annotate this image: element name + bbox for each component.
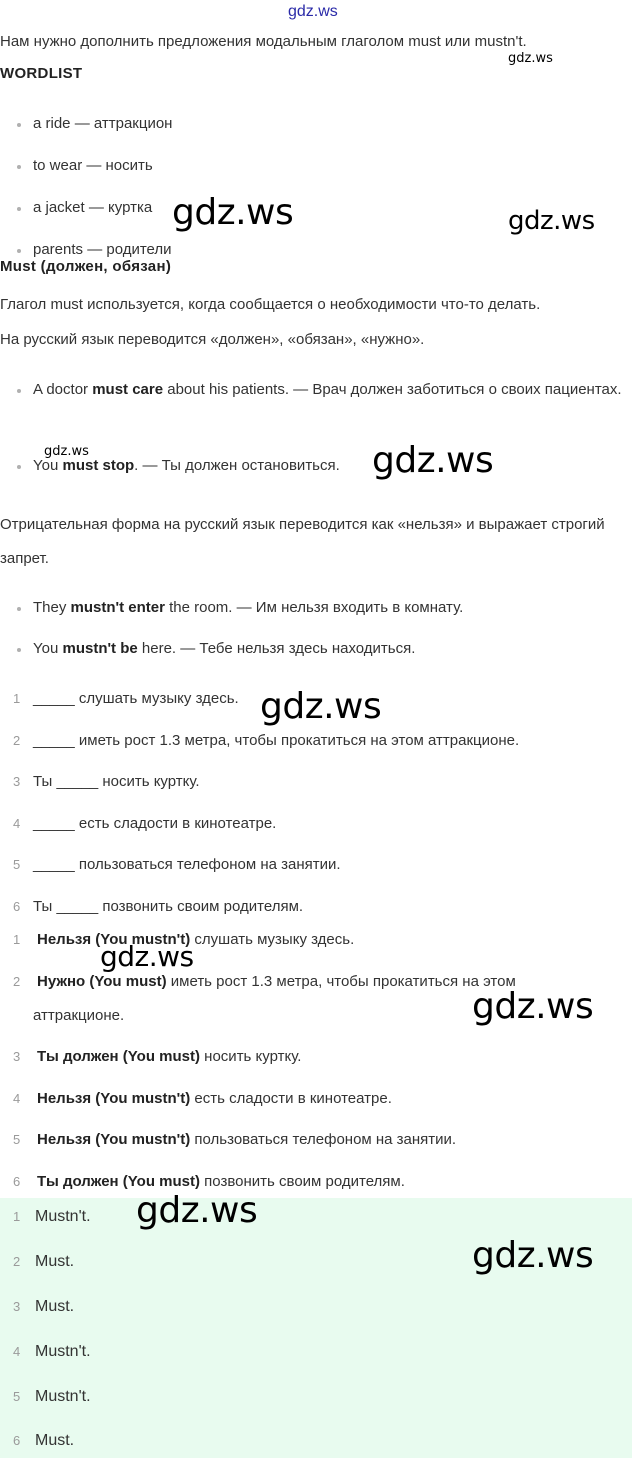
bullet-icon: [17, 648, 21, 652]
task-item: [0, 724, 632, 758]
example-sentence: A doctor must care about his patients. — Врач должен заботиться о своих пациентах.: [33, 381, 622, 398]
item-number: 6: [13, 899, 21, 914]
translation-text: Ты должен (You must) позвонить своим родителям.: [37, 1173, 405, 1190]
watermark: gdz.ws: [472, 986, 594, 1027]
item-number: 1: [13, 932, 21, 947]
translation-text: Нельзя (You mustn't) пользоваться телефоном на занятии.: [37, 1131, 457, 1148]
answer-text: Must.: [35, 1432, 75, 1449]
task-text: Ты _____ носить куртку.: [33, 773, 200, 790]
item-number: 2: [13, 974, 21, 989]
bullet-icon: [17, 389, 21, 393]
item-number: 1: [13, 691, 21, 706]
bullet-icon: [17, 123, 21, 127]
grammar-heading: Must (должен, обязан): [0, 258, 172, 275]
item-number: 5: [13, 857, 21, 872]
example-sentence: You must stop. — Ты должен остановиться.: [33, 457, 340, 474]
wordlist-item: a jacket — куртка: [33, 199, 153, 216]
example-sentence: They mustn't enter the room. — Им нельзя входить в комнату.: [33, 599, 464, 616]
list-item: [0, 107, 632, 141]
translation-item: [0, 1165, 632, 1199]
item-number: 3: [13, 1049, 21, 1064]
wordlist-item: a ride — аттракцион: [33, 115, 173, 132]
bullet-icon: [17, 607, 21, 611]
answer-text: Mustn't.: [35, 1388, 91, 1405]
item-number: 6: [13, 1433, 21, 1448]
answer-item: [0, 1424, 632, 1458]
task-item: [0, 890, 632, 924]
answer-item: [0, 1200, 632, 1234]
answer-item: [0, 1290, 632, 1324]
watermark: gdz.ws: [508, 51, 553, 66]
task-item: [0, 807, 632, 841]
bullet-icon: [17, 249, 21, 253]
intro-text: Нам нужно дополнить предложения модальным глаголом must или mustn't.: [0, 33, 527, 50]
task-item: [0, 765, 632, 799]
task-text: Ты _____ позвонить своим родителям.: [33, 898, 304, 915]
translation-item: [0, 1040, 632, 1074]
translation-item: [0, 1082, 632, 1116]
grammar-paragraph: Глагол must используется, когда сообщается о необходимости что-то делать.: [0, 296, 541, 313]
list-item: [0, 632, 632, 666]
watermark: gdz.ws: [44, 444, 89, 459]
task-item: [0, 848, 632, 882]
answer-text: Must.: [35, 1298, 75, 1315]
task-text: _____ есть сладости в кинотеатре.: [33, 815, 277, 832]
answer-item: [0, 1380, 632, 1414]
item-number: 5: [13, 1132, 21, 1147]
task-text: _____ пользоваться телефоном на занятии.: [33, 856, 341, 873]
watermark: gdz.ws: [260, 686, 382, 727]
list-item: [0, 373, 632, 441]
answer-text: Must.: [35, 1253, 75, 1270]
item-number: 6: [13, 1174, 21, 1189]
watermark: gdz.ws: [508, 206, 595, 236]
site-link[interactable]: gdz.ws: [288, 3, 338, 20]
watermark: gdz.ws: [372, 440, 494, 481]
translation-text: Нельзя (You mustn't) слушать музыку здесь.: [37, 931, 355, 948]
bullet-icon: [17, 465, 21, 469]
watermark: gdz.ws: [472, 1235, 594, 1276]
translation-item: [0, 1123, 632, 1157]
item-number: 4: [13, 1091, 21, 1106]
translation-text: Нельзя (You mustn't) есть сладости в кинотеатре.: [37, 1090, 392, 1107]
task-text: _____ слушать музыку здесь.: [33, 690, 239, 707]
translation-text: Нужно (You must) иметь рост 1.3 метра, чтобы прокатиться на этом аттракционе.: [33, 973, 516, 1024]
answer-text: Mustn't.: [35, 1343, 91, 1360]
wordlist-item: parents — родители: [33, 241, 172, 258]
item-number: 4: [13, 1344, 21, 1359]
item-number: 3: [13, 774, 21, 789]
watermark: gdz.ws: [100, 940, 194, 973]
bullet-icon: [17, 207, 21, 211]
answer-text: Mustn't.: [35, 1208, 91, 1225]
grammar-paragraph: На русский язык переводится «должен», «обязан», «нужно».: [0, 331, 425, 348]
item-number: 2: [13, 1254, 21, 1269]
wordlist-item: to wear — носить: [33, 157, 153, 174]
item-number: 5: [13, 1389, 21, 1404]
answer-item: [0, 1335, 632, 1369]
watermark: gdz.ws: [172, 192, 294, 233]
task-text: _____ иметь рост 1.3 метра, чтобы прокатиться на этом аттракционе.: [33, 732, 520, 749]
list-item: [0, 591, 632, 625]
negative-paragraph: Отрицательная форма на русский язык переводится как «нельзя» и выражает строгий запрет.: [0, 516, 605, 567]
example-sentence: You mustn't be here. — Тебе нельзя здесь находиться.: [33, 640, 416, 657]
translation-text: Ты должен (You must) носить куртку.: [37, 1048, 302, 1065]
list-item: [0, 149, 632, 183]
item-number: 4: [13, 816, 21, 831]
item-number: 2: [13, 733, 21, 748]
translation-item: [0, 923, 632, 957]
bullet-icon: [17, 165, 21, 169]
list-item: [0, 449, 632, 483]
item-number: 3: [13, 1299, 21, 1314]
watermark: gdz.ws: [136, 1190, 258, 1231]
item-number: 1: [13, 1209, 21, 1224]
wordlist-heading: WORDLIST: [0, 65, 83, 82]
